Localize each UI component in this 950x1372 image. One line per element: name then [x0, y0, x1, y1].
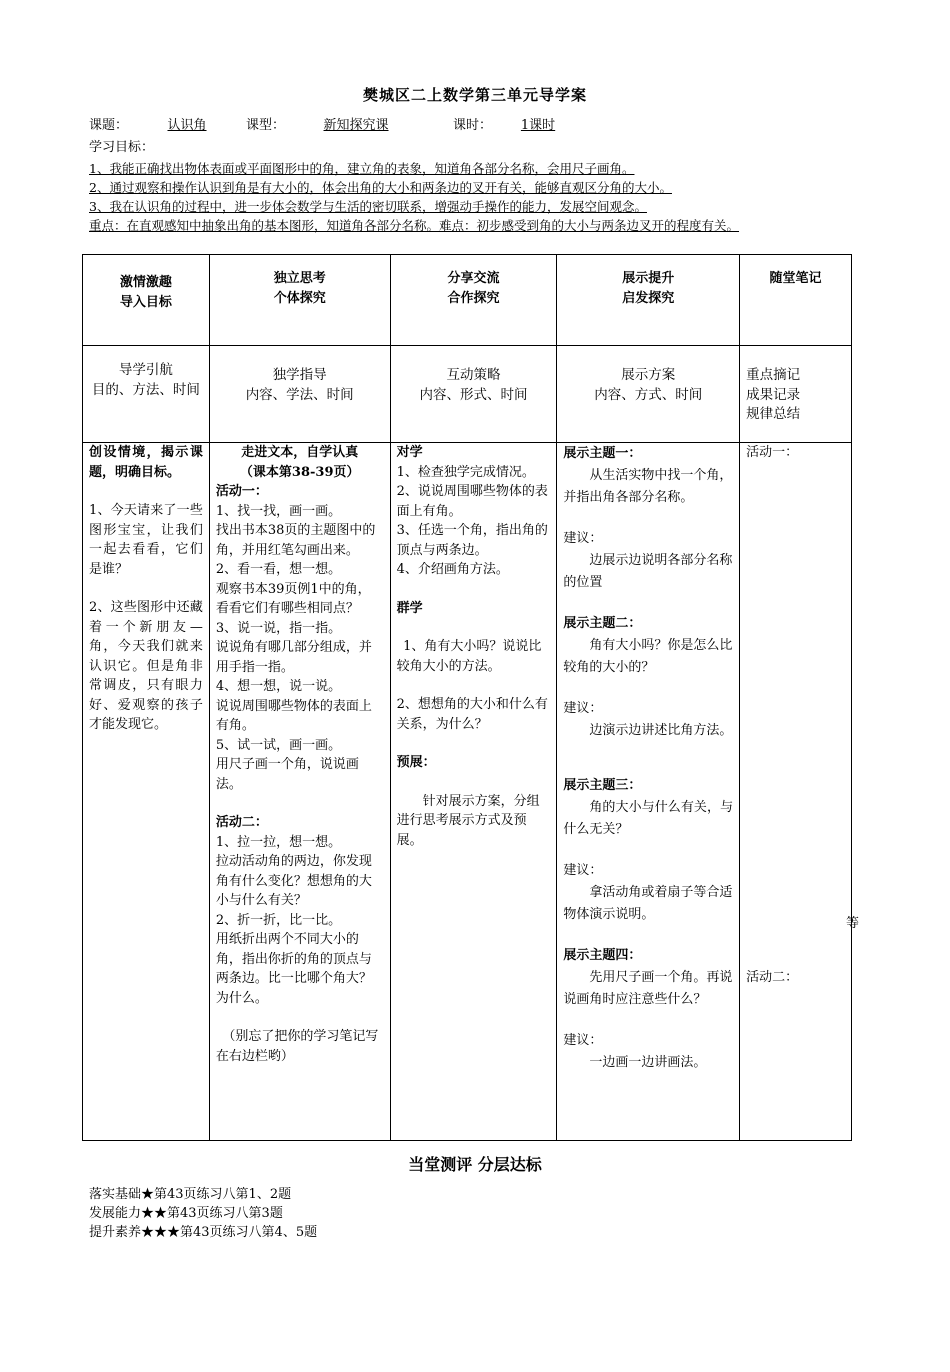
key-points: 重点：在直观感知中抽象出角的基本图形，知道角各部分名称。难点：初步感受到角的大小与两条边叉开的程度有关。 — [89, 218, 740, 233]
subheader-text: 重点摘记 — [746, 367, 801, 383]
suggestion-text: 边演示边讲述比角方法。 — [589, 723, 733, 738]
subheader-text: 目的、方法、时间 — [91, 381, 200, 398]
topic-3-label: 展示主题三： — [563, 778, 642, 793]
subheader-col-4 — [557, 346, 740, 443]
list-item: 1、拉一拉，想一想。 — [215, 834, 342, 850]
subheader-col-5 — [740, 346, 852, 443]
subheader-text: 独学指导 — [272, 367, 327, 383]
lesson-meta — [89, 114, 584, 133]
col-cooperative — [390, 443, 557, 1141]
subheader-col-2 — [209, 346, 390, 443]
activity-1-label: 活动一： — [215, 484, 268, 499]
subheader-text: 成果记录 — [746, 386, 801, 403]
type-label: 课型： — [246, 118, 286, 133]
subheader-text: 互动策略 — [446, 367, 501, 383]
intro-paragraph: 2、这些图形中还藏着一个新朋友—角，今天我们就来认识它。但是角非常调皮，只有眼力好、爱观察的孩子才能发现它。 — [89, 600, 203, 732]
list-item: 1、检查独学完成情况。 — [396, 464, 535, 480]
list-item: 1、找一找，画一画。 — [215, 503, 342, 519]
preview-text: 针对展示方案，分组进行思考展示方式及预展。 — [396, 793, 540, 848]
study-plan-table — [82, 254, 852, 1141]
notes-reminder: （别忘了把你的学习笔记写在右边栏哟） — [215, 1029, 379, 1064]
list-item: 用尺子画一个角，说说画法。 — [215, 757, 359, 792]
goal-2: 2、通过观察和操作认识到角是有大小的，体会出角的大小和两条边的叉开有关，能够直观区分角的大小。 — [89, 180, 672, 195]
goal-3: 3、我在认识角的过程中，进一步体会数学与生活的密切联系，增强动手操作的能力，发展空间观念。 — [89, 199, 647, 214]
list-item: 用纸折出两个不同大小的角，指出你折的角的顶点与两条边。比一比哪个角大？为什么。 — [215, 932, 372, 1006]
list-item: 观察书本39页例1中的角，看看它们有哪些相同点？ — [215, 581, 371, 616]
table-header-row — [83, 255, 852, 346]
list-item: 4、介绍画角方法。 — [396, 562, 509, 577]
activity-2-label: 活动二： — [215, 815, 268, 830]
pair-study-label: 对学 — [396, 445, 423, 460]
subheader-text: 内容、方式、时间 — [594, 386, 703, 403]
list-item: 说说周围哪些物体的表面上有角。 — [215, 698, 372, 733]
subheader-col-1 — [83, 346, 210, 443]
topic-value: 认识角 — [167, 118, 207, 133]
topic-label: 课题： — [89, 118, 129, 133]
table-subheader-row — [83, 346, 852, 443]
topic-4-label: 展示主题四： — [563, 948, 642, 963]
list-item: 2、折一折，比一比。 — [215, 912, 342, 928]
suggestion-text: 一边画一边讲画法。 — [589, 1055, 707, 1070]
page-title: 樊城区二上数学第三单元导学案 — [362, 86, 587, 104]
suggestion-label: 建议： — [563, 701, 603, 716]
list-item: 2、说说周围哪些物体的表面上有角。 — [396, 484, 548, 519]
assessment-title: 当堂测评 分层达标 — [408, 1155, 542, 1174]
group-study-label: 群学 — [396, 600, 423, 616]
goals-heading: 学习目标： — [89, 140, 155, 155]
header-col-4 — [557, 255, 740, 346]
suggestion-label: 建议： — [563, 531, 603, 546]
subheader-col-3 — [390, 346, 557, 443]
subheader-text: 内容、学法、时间 — [245, 386, 354, 403]
col-intro — [83, 443, 210, 1141]
notes-activity-1: 活动一： — [746, 445, 799, 460]
header-text: 启发探究 — [622, 290, 675, 306]
side-note: 等 — [846, 916, 860, 931]
header-text: 合作探究 — [447, 290, 500, 306]
notes-activity-2: 活动二： — [746, 969, 799, 985]
col-self-study — [209, 443, 390, 1141]
topic-2-text: 角有大小吗？你是怎么比较角的大小的？ — [563, 638, 733, 675]
subheader-text: 规律总结 — [746, 406, 801, 422]
self-study-heading: 走进文本，自学认真 — [241, 445, 359, 460]
table-body-row — [83, 443, 852, 1141]
header-col-2 — [209, 255, 390, 346]
topic-4-text: 先用尺子画一个角。再说说画角时应注意些什么？ — [563, 970, 733, 1007]
type-value: 新知探究课 — [323, 118, 389, 133]
header-text: 展示提升 — [622, 271, 675, 286]
assessment-level-literacy: 提升素养★★★第43页练习八第4、5题 — [89, 1225, 318, 1240]
preview-label: 预展： — [396, 755, 436, 770]
list-item: 说说角有哪几部分组成，并用手指一指。 — [215, 640, 372, 675]
assessment-level-basic: 落实基础★第43页练习八第1、2题 — [89, 1187, 292, 1202]
list-item: 1、角有大小吗？说说比较角大小的方法。 — [396, 639, 542, 674]
intro-paragraph: 1、今天请来了一些图形宝宝，让我们一起去看看，它们是谁？ — [89, 503, 203, 577]
header-text: 激情激趣 — [119, 275, 172, 290]
subheader-text: 内容、形式、时间 — [419, 386, 528, 403]
suggestion-label: 建议： — [563, 1033, 603, 1048]
hours-label: 课时： — [453, 118, 493, 133]
suggestion-text: 拿活动角或着扇子等合适物体演示说明。 — [563, 885, 733, 922]
list-item: 拉动活动角的两边，你发现角有什么变化？想想角的大小与什么有关？ — [215, 854, 372, 908]
list-item: 找出书本38页的主题图中的角，并用红笔勾画出来。 — [215, 523, 376, 558]
suggestion-text: 边展示边说明各部分名称的位置 — [563, 553, 733, 590]
header-text: 独立思考 — [273, 271, 326, 286]
self-study-pages: （课本第38-39页） — [239, 464, 360, 480]
suggestion-label: 建议： — [563, 863, 603, 878]
list-item: 4、想一想，说一说。 — [215, 679, 342, 694]
header-text: 分享交流 — [447, 271, 500, 286]
header-text: 个体探究 — [273, 290, 326, 306]
assessment-level-ability: 发展能力★★第43页练习八第3题 — [89, 1206, 283, 1221]
topic-2-label: 展示主题二： — [563, 616, 642, 631]
header-col-5 — [740, 255, 852, 346]
list-item: 2、想想角的大小和什么有关系，为什么？ — [396, 697, 548, 732]
hours-value: 1课时 — [520, 118, 556, 133]
topic-1-text: 从生活实物中找一个角，并指出角各部分名称。 — [563, 468, 733, 505]
subheader-text: 展示方案 — [621, 367, 676, 383]
header-text: 导入目标 — [119, 294, 172, 310]
col-presentation — [557, 443, 740, 1141]
header-text: 随堂笔记 — [769, 271, 822, 286]
list-item: 3、说一说，指一指。 — [215, 620, 342, 636]
intro-heading: 创设情境，揭示课题，明确目标。 — [89, 445, 203, 480]
subheader-text: 导学引航 — [118, 362, 173, 378]
list-item: 3、任选一个角，指出角的顶点与两条边。 — [396, 523, 548, 558]
header-col-1 — [83, 255, 210, 346]
topic-1-label: 展示主题一： — [563, 446, 642, 461]
goal-1: 1、我能正确找出物体表面或平面图形中的角，建立角的表象，知道角各部分名称，会用尺子画角。 — [89, 161, 635, 176]
list-item: 2、看一看，想一想。 — [215, 562, 342, 577]
topic-3-text: 角的大小与什么有关，与什么无关？ — [563, 800, 734, 837]
list-item: 5、试一试，画一画。 — [215, 737, 342, 753]
header-col-3 — [390, 255, 557, 346]
col-notes — [740, 443, 852, 1141]
